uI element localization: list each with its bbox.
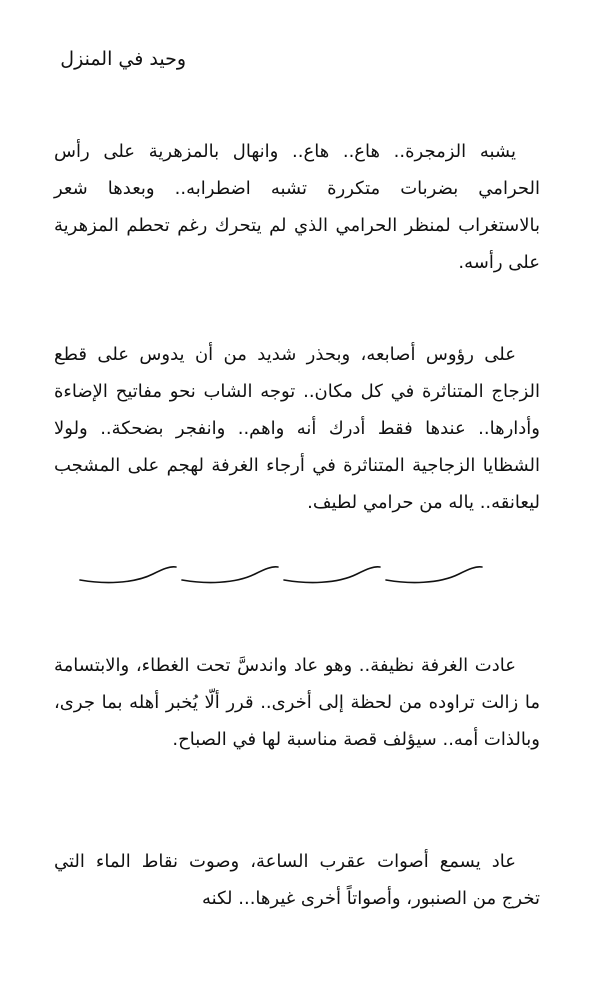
section-divider-waves (78, 562, 488, 588)
page-title: وحيد في المنزل (60, 48, 186, 70)
wave-stroke-2 (182, 567, 278, 583)
paragraph-1: يشبه الزمجرة.. هاع.. هاع.. وانهال بالمزهرية على رأس الحرامي بضربات متكررة تشبه اضطرابه.. وبعدها شعر بالاستغراب لمنظر الحرامي الذي لم يتحرك رغم تحطم المزهرية على رأسه. (54, 141, 540, 273)
paragraph-4: عاد يسمع أصوات عقرب الساعة، وصوت نقاط الماء التي تخرج من الصنبور، وأصواتاً أخرى غيرها... لكنه (54, 851, 540, 909)
wave-stroke-4 (386, 567, 482, 583)
wave-stroke-3 (284, 567, 380, 583)
wave-stroke-1 (80, 567, 176, 583)
paragraph-3: عادت الغرفة نظيفة.. وهو عاد واندسَّ تحت الغطاء، والابتسامة ما زالت تراوده من لحظة إلى أخرى.. قرر ألّا يُخبر أهله بما جرى، وبالذات أمه.. سيؤلف قصة مناسبة لها في الصباح. (54, 655, 540, 750)
paragraph-2: على رؤوس أصابعه، وبحذر شديد من أن يدوس على قطع الزجاج المتناثرة في كل مكان.. توجه الشاب نحو مفاتيح الإضاءة وأدارها.. عندها فقط أدرك أنه واهم.. وانفجر بضحكة.. ولولا الشظايا الزجاجية المتناثرة في أرجاء الغرفة لهجم على المشجب ليعانقه.. ياله من حرامي لطيف. (54, 344, 540, 513)
